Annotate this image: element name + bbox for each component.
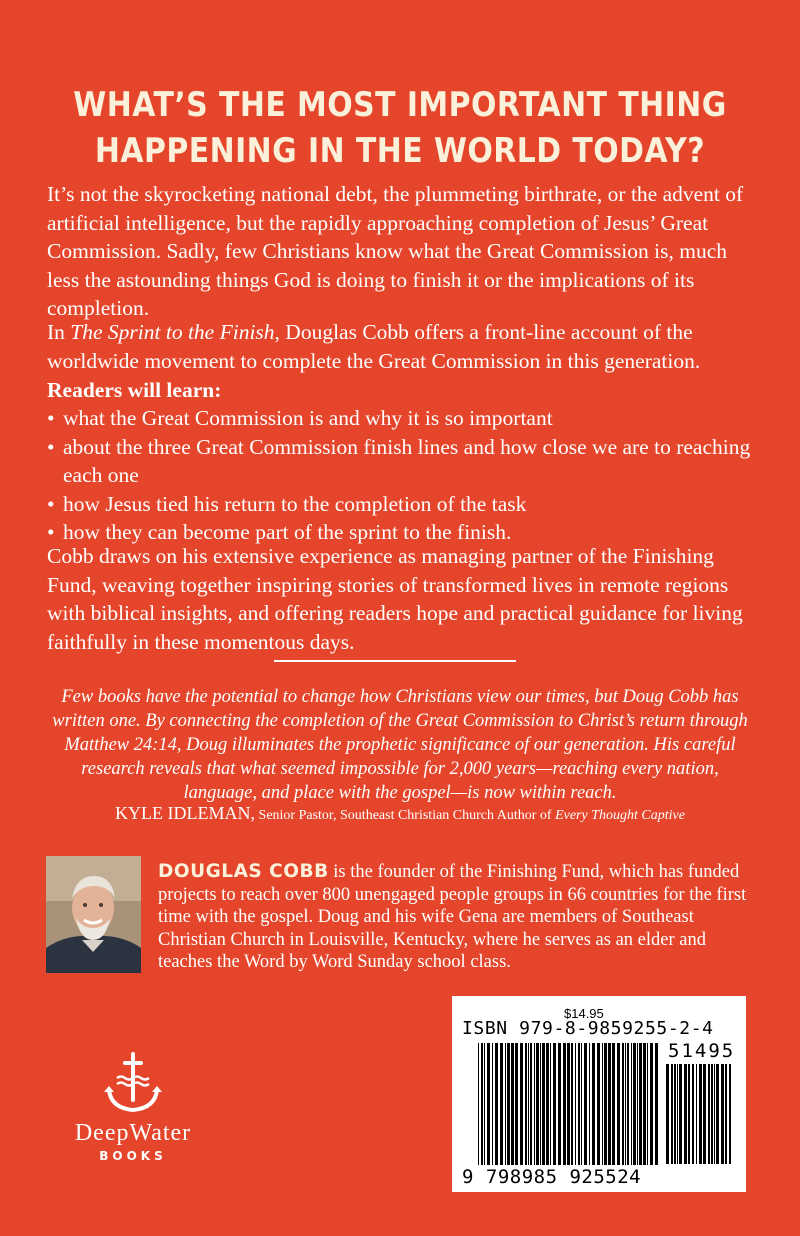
barcode-bar <box>627 1043 629 1165</box>
barcode-bar <box>708 1064 710 1164</box>
barcode-block <box>452 996 746 1192</box>
list-item: • how they can become part of the sprint to the finish. <box>47 518 762 547</box>
learn-heading: Readers will learn: <box>47 378 222 402</box>
barcode-bar <box>612 1043 615 1165</box>
experience-paragraph: Cobb draws on his extensive experience as managing partner of the Finishing Fund, weaving together inspiring stories of transformed lives in remote regions with biblical insights, and offering readers hope and practical guidance for living faithfully in these momentous days. <box>47 544 743 654</box>
price-label: $14.95 <box>564 1006 604 1021</box>
barcode-bar <box>716 1064 719 1164</box>
barcode-bar <box>699 1064 702 1164</box>
barcode-bar <box>581 1043 582 1165</box>
barcode-bar <box>647 1043 648 1165</box>
barcode-bar <box>584 1043 587 1165</box>
list-item: • about the three Great Commission finish lines and how close we are to reaching each one <box>47 433 762 490</box>
learn-list <box>47 404 762 547</box>
barcode-bar <box>546 1043 549 1165</box>
list-item: • how Jesus tied his return to the completion of the task <box>47 490 762 519</box>
barcode-bar <box>703 1064 706 1164</box>
barcode-bar <box>711 1064 713 1164</box>
barcode-bar <box>520 1043 523 1165</box>
barcode-bar <box>625 1043 626 1165</box>
publisher-logo <box>38 1050 228 1180</box>
publisher-name: DeepWater <box>74 1120 192 1146</box>
barcode-bar <box>500 1043 503 1165</box>
barcode-bar <box>639 1043 642 1165</box>
barcode-bar <box>571 1043 573 1165</box>
barcode-bar <box>511 1043 514 1165</box>
barcode-bar <box>492 1043 493 1165</box>
barcode-bar <box>677 1064 678 1164</box>
barcode-bar <box>604 1043 607 1165</box>
barcode-bar <box>696 1064 697 1164</box>
barcode-bar <box>643 1043 646 1165</box>
barcode-bar <box>558 1043 561 1165</box>
barcode-bar <box>622 1043 624 1165</box>
barcode-bar <box>608 1043 611 1165</box>
barcode-bar <box>721 1064 724 1164</box>
endorser-name: KYLE IDLEMAN, <box>115 803 256 823</box>
endorser-role: Senior Pastor, Southeast Christian Church Author of <box>255 808 556 823</box>
sprint-prefix: In <box>47 320 71 344</box>
barcode-bar <box>655 1043 658 1165</box>
barcode-bar <box>688 1064 690 1164</box>
barcode-bar <box>666 1064 669 1164</box>
barcode-bar <box>725 1064 727 1164</box>
barcode-bar <box>550 1043 551 1165</box>
barcode-bar <box>714 1064 715 1164</box>
publisher-sub: BOOKS <box>99 1149 167 1163</box>
barcode-bar <box>684 1064 687 1164</box>
book-title: The Sprint to the Finish <box>70 320 275 344</box>
barcode-bar <box>674 1064 676 1164</box>
barcode-bar <box>515 1043 518 1165</box>
sprint-rest: , Douglas Cobb offers a front-line account of the worldwide movement to complete the Great Commission in this generation. <box>47 320 701 373</box>
barcode-bar <box>553 1043 556 1165</box>
barcode-bar <box>495 1043 498 1165</box>
barcode-bar <box>637 1043 638 1165</box>
barcode-bar <box>671 1064 673 1164</box>
barcode-bar <box>679 1064 682 1164</box>
barcode-bar <box>528 1043 529 1165</box>
divider <box>274 660 516 662</box>
price-addon-number: 51495 <box>668 1040 736 1062</box>
barcode-bar <box>589 1043 590 1165</box>
barcode-bar <box>597 1043 600 1165</box>
author-portrait-image <box>46 856 141 973</box>
endorsement-quote: Few books have the potential to change how Christians view our times, but Doug Cobb has written one. By connecting the completion of the Great Commission to Christ’s return through Matthew 24:14, Doug illuminates the prophetic significance of our generation. His careful research reveals that what seemed impossible for 2,000 years—reaching every nation, language, and place with the gospel—is now within reach. <box>52 687 748 803</box>
barcode-bar <box>478 1043 479 1165</box>
headline-line-2: HAPPENING IN THE WORLD TODAY? <box>94 131 706 171</box>
barcode-bar <box>507 1043 510 1165</box>
isbn-label: ISBN 979-8-9859255-2-4 <box>462 1018 714 1039</box>
author-bio <box>158 861 758 974</box>
barcode-bar <box>578 1043 580 1165</box>
barcode-bar <box>505 1043 506 1165</box>
headline <box>48 82 752 174</box>
barcode-bar <box>525 1043 527 1165</box>
author-photo <box>46 856 141 973</box>
anchor-icon <box>101 1050 165 1118</box>
price-addon-barcode <box>666 1064 734 1164</box>
barcode-bar <box>729 1064 731 1164</box>
barcode-bar <box>575 1043 576 1165</box>
barcode-bar <box>692 1064 694 1164</box>
barcode-bar <box>650 1043 653 1165</box>
barcode-bar <box>540 1043 541 1165</box>
barcode-bar <box>563 1043 566 1165</box>
barcode-bar <box>592 1043 595 1165</box>
isbn-barcode <box>478 1043 658 1165</box>
barcode-bar <box>534 1043 535 1165</box>
barcode-bar <box>536 1043 539 1165</box>
endorser-book: Every Thought Captive <box>555 808 685 823</box>
intro-paragraph: It’s not the skyrocketing national debt, the plummeting birthrate, or the advent of artificial intelligence, but the rapidly approaching completion of Jesus’ Great Commission. Sadly, few Christians know what the Great Commission is, much less the astounding things God is doing to finish it or the implications of its completion. <box>47 182 744 320</box>
list-item: • what the Great Commission is and why it is so important <box>47 404 762 433</box>
barcode-bar <box>567 1043 570 1165</box>
barcode-bar <box>487 1043 490 1165</box>
barcode-bar <box>481 1043 483 1165</box>
barcode-digits: 9 798985 925524 <box>462 1166 642 1188</box>
barcode-bar <box>484 1043 485 1165</box>
author-name: DOUGLAS COBB <box>158 861 329 882</box>
barcode-bar <box>617 1043 620 1165</box>
barcode-bar <box>631 1043 632 1165</box>
author-bio-text: is the founder of the Finishing Fund, which has funded projects to reach over 800 unengaged people groups in 66 countries for the first time with the gospel. Doug and his wife Gena are members of Southeast Christian Church in Louisville, Kentucky, where he serves as an elder and teaches the Word by Word Sunday school class. <box>158 862 747 972</box>
sprint-paragraph <box>47 318 762 375</box>
endorsement-attribution <box>0 802 800 827</box>
barcode-bar <box>633 1043 636 1165</box>
barcode-bar <box>542 1043 545 1165</box>
barcode-bar <box>602 1043 603 1165</box>
barcode-bar <box>530 1043 532 1165</box>
headline-line-1: WHAT’S THE MOST IMPORTANT THING <box>73 85 727 125</box>
